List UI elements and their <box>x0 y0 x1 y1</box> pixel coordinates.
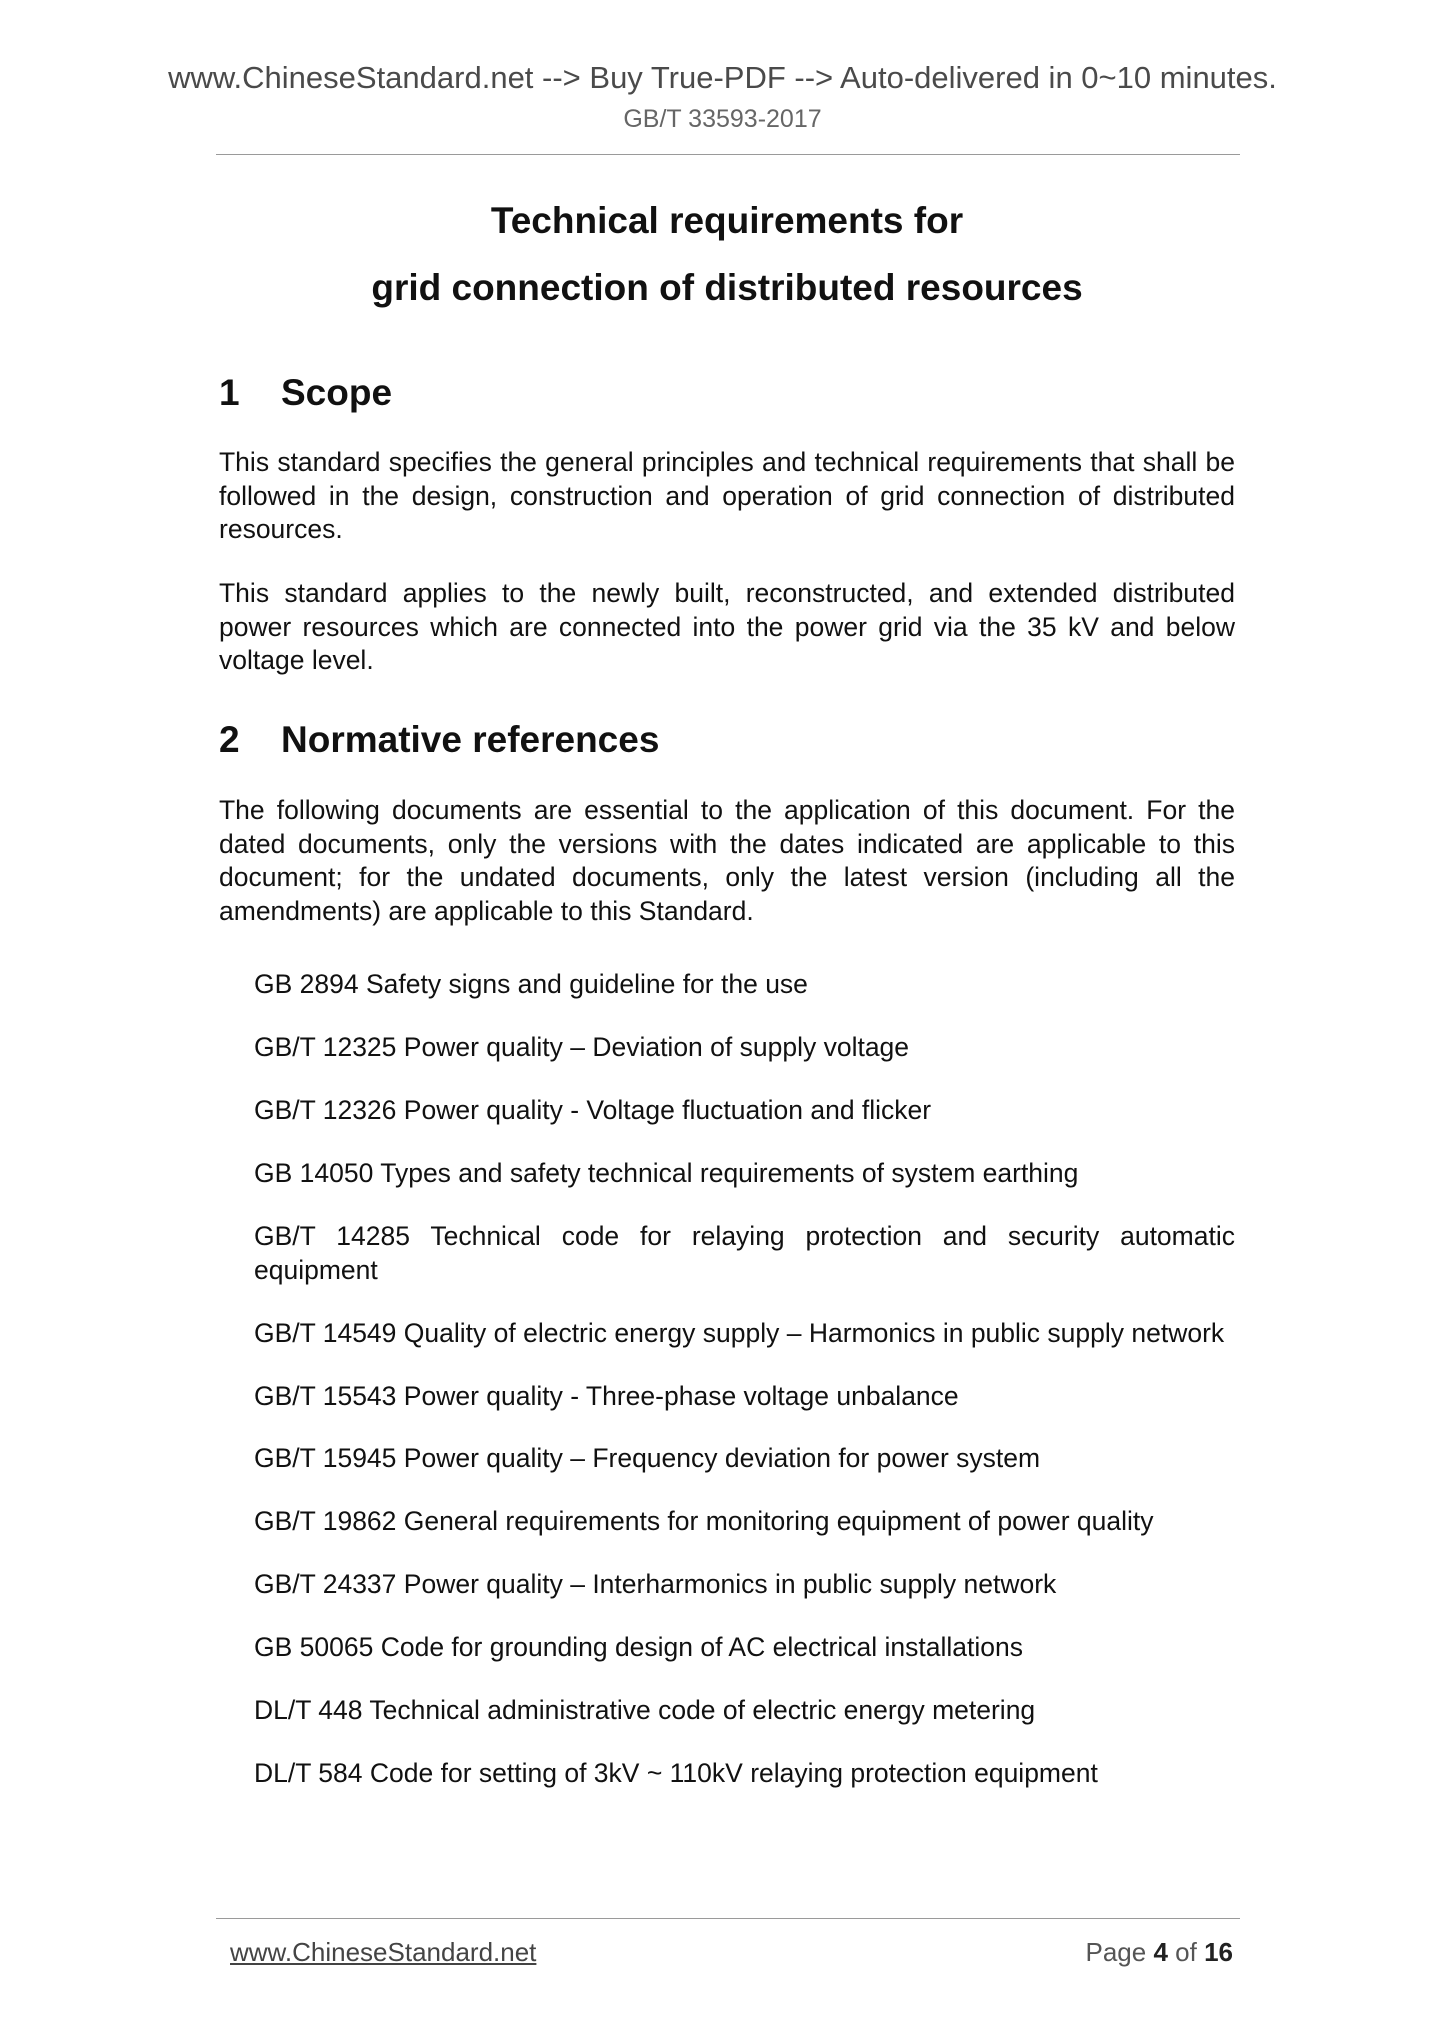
page-label: Page <box>1085 1937 1147 1967</box>
list-item: GB 2894 Safety signs and guideline for the use <box>254 969 808 999</box>
document-title-line-2: grid connection of distributed resources <box>371 267 1083 308</box>
list-item: GB/T 15945 Power quality – Frequency deviation for power system <box>254 1443 1041 1474</box>
reference-list <box>254 968 1235 1820</box>
section-title: Normative references <box>281 719 660 760</box>
page-indicator <box>1085 1937 1233 1968</box>
list-item: GB/T 15543 Power quality - Three-phase voltage unbalance <box>254 1380 959 1411</box>
list-item: GB 14050 Types and safety technical requirements of system earthing <box>254 1157 1079 1188</box>
list-item: GB/T 12326 Power quality - Voltage fluctuation and flicker <box>254 1094 932 1125</box>
list-item: GB 50065 Code for grounding design of AC electrical installations <box>254 1632 1023 1663</box>
list-item: GB/T 24337 Power quality – Interharmonics in public supply network <box>254 1569 1057 1600</box>
section-heading-normative-references <box>219 718 659 762</box>
paragraph: This standard applies to the newly built, reconstructed, and extended distributed power resources which are connected into the power grid via the 35 kV and below voltage level. <box>219 578 1235 676</box>
standard-code: GB/T 33593-2017 <box>623 105 822 133</box>
footer-site-link[interactable]: www.ChineseStandard.net <box>230 1937 537 1967</box>
section-number: 2 <box>219 719 240 760</box>
list-item: GB/T 14549 Quality of electric energy supply – Harmonics in public supply network <box>254 1317 1225 1348</box>
list-item: DL/T 448 Technical administrative code of electric energy metering <box>254 1695 1036 1726</box>
page-of: of <box>1175 1937 1197 1967</box>
section-title: Scope <box>281 372 393 413</box>
header-divider <box>216 154 1240 155</box>
header-banner: www.ChineseStandard.net --> Buy True-PDF --> Auto-delivered in 0~10 minutes. <box>168 60 1277 95</box>
page-total: 16 <box>1204 1937 1233 1967</box>
list-item: GB/T 14285 Technical code for relaying protection and security automatic equipment <box>254 1220 1235 1285</box>
list-item: DL/T 584 Code for setting of 3kV ~ 110kV relaying protection equipment <box>254 1758 1098 1789</box>
page-current: 4 <box>1153 1937 1168 1967</box>
document-title-line-1: Technical requirements for <box>490 200 964 241</box>
section-number: 1 <box>219 372 240 413</box>
list-item: GB/T 12325 Power quality – Deviation of supply voltage <box>254 1031 910 1062</box>
footer-divider <box>216 1918 1240 1919</box>
list-item: GB/T 19862 General requirements for monitoring equipment of power quality <box>254 1506 1154 1537</box>
section-heading-scope <box>219 371 392 415</box>
paragraph: This standard specifies the general principles and technical requirements that shall be followed in the design, construction and operation of grid connection of distributed resources. <box>219 447 1235 545</box>
paragraph: The following documents are essential to the application of this document. For the dated documents, only the versions with the dates indicated are applicable to this document; for the undated documents, only the latest version (including all the amendments) are applicable to this Standard. <box>219 795 1235 926</box>
